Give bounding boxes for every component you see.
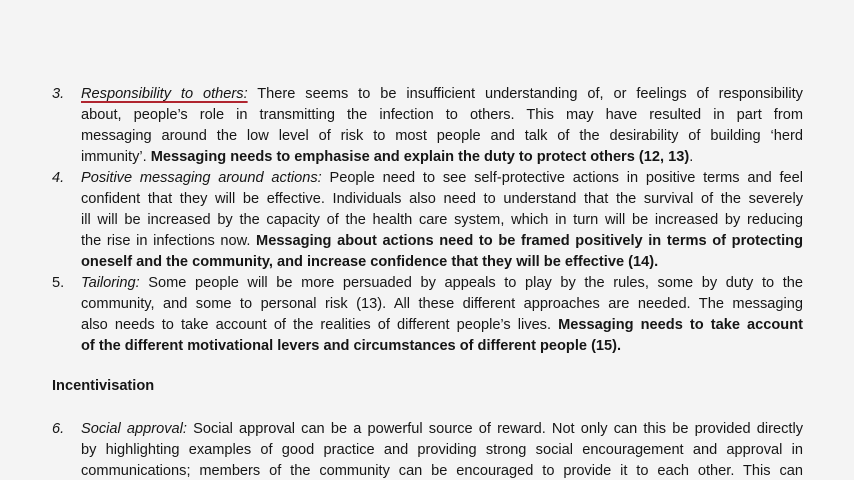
text-line: Tailoring: Some people will be more persuaded by appeals to play by the rules, some by duty to the [81, 275, 803, 291]
text-line: confident that they will be effective. Individuals also need to understand that the survival of the severely [81, 191, 803, 207]
item-title-tailoring: Tailoring: [81, 275, 140, 291]
key-message-line: oneself and the community, and increase confidence that they will be effective (14). [81, 254, 659, 270]
text-line: the rise in infections now. Messaging about actions need to be framed positively in terms of protecting [81, 233, 804, 249]
text-line: messaging around the low level of risk to most people and talk of the desirability of building ‘herd [81, 128, 803, 144]
item-title-responsibility: Responsibility to others: [81, 86, 248, 102]
key-message: Messaging about actions need to be framed positively in terms of protecting [256, 233, 804, 249]
item-number: 3. [52, 86, 65, 102]
item-number: 6. [52, 421, 65, 437]
text-line: about, people’s role in transmitting the infection to others. This may have resulted in part from [81, 107, 803, 123]
section-heading: Incentivisation [52, 378, 155, 394]
text-line: ill will be increased by the capacity of the health care system, which in turn will be increased by reducing [81, 212, 803, 228]
text-line: communications; members of the community can be encouraged to provide it to each other. This can [81, 463, 803, 479]
text-line: Positive messaging around actions: People need to see self-protective actions in positive terms and feel [81, 170, 803, 186]
key-message: Messaging needs to emphasise and explain the duty to protect others (12, 13) [150, 149, 690, 165]
item-title-social-approval: Social approval: [81, 421, 187, 437]
text-line: Responsibility to others: There seems to be insufficient understanding of, or feelings of responsibility [81, 86, 803, 102]
key-message: Messaging needs to take account [558, 317, 803, 333]
key-message-line: of the different motivational levers and circumstances of different people (15). [81, 338, 622, 354]
text-line: immunity’. Messaging needs to emphasise and explain the duty to protect others (12, 13). [81, 149, 694, 165]
item-number: 5. [52, 275, 65, 291]
text-line: community, and some to personal risk (13). All these different approaches are needed. The messaging [81, 296, 803, 312]
text-line: Social approval: Social approval can be a powerful source of reward. Not only can this be provided directly [81, 421, 803, 437]
text-line: also needs to take account of the realities of different people’s lives. Messaging needs to take account [81, 317, 803, 333]
text-line: by highlighting examples of good practice and providing strong social encouragement and approval in [81, 442, 803, 458]
item-number: 4. [52, 170, 65, 186]
item-title-positive-messaging: Positive messaging around actions: [81, 170, 322, 186]
